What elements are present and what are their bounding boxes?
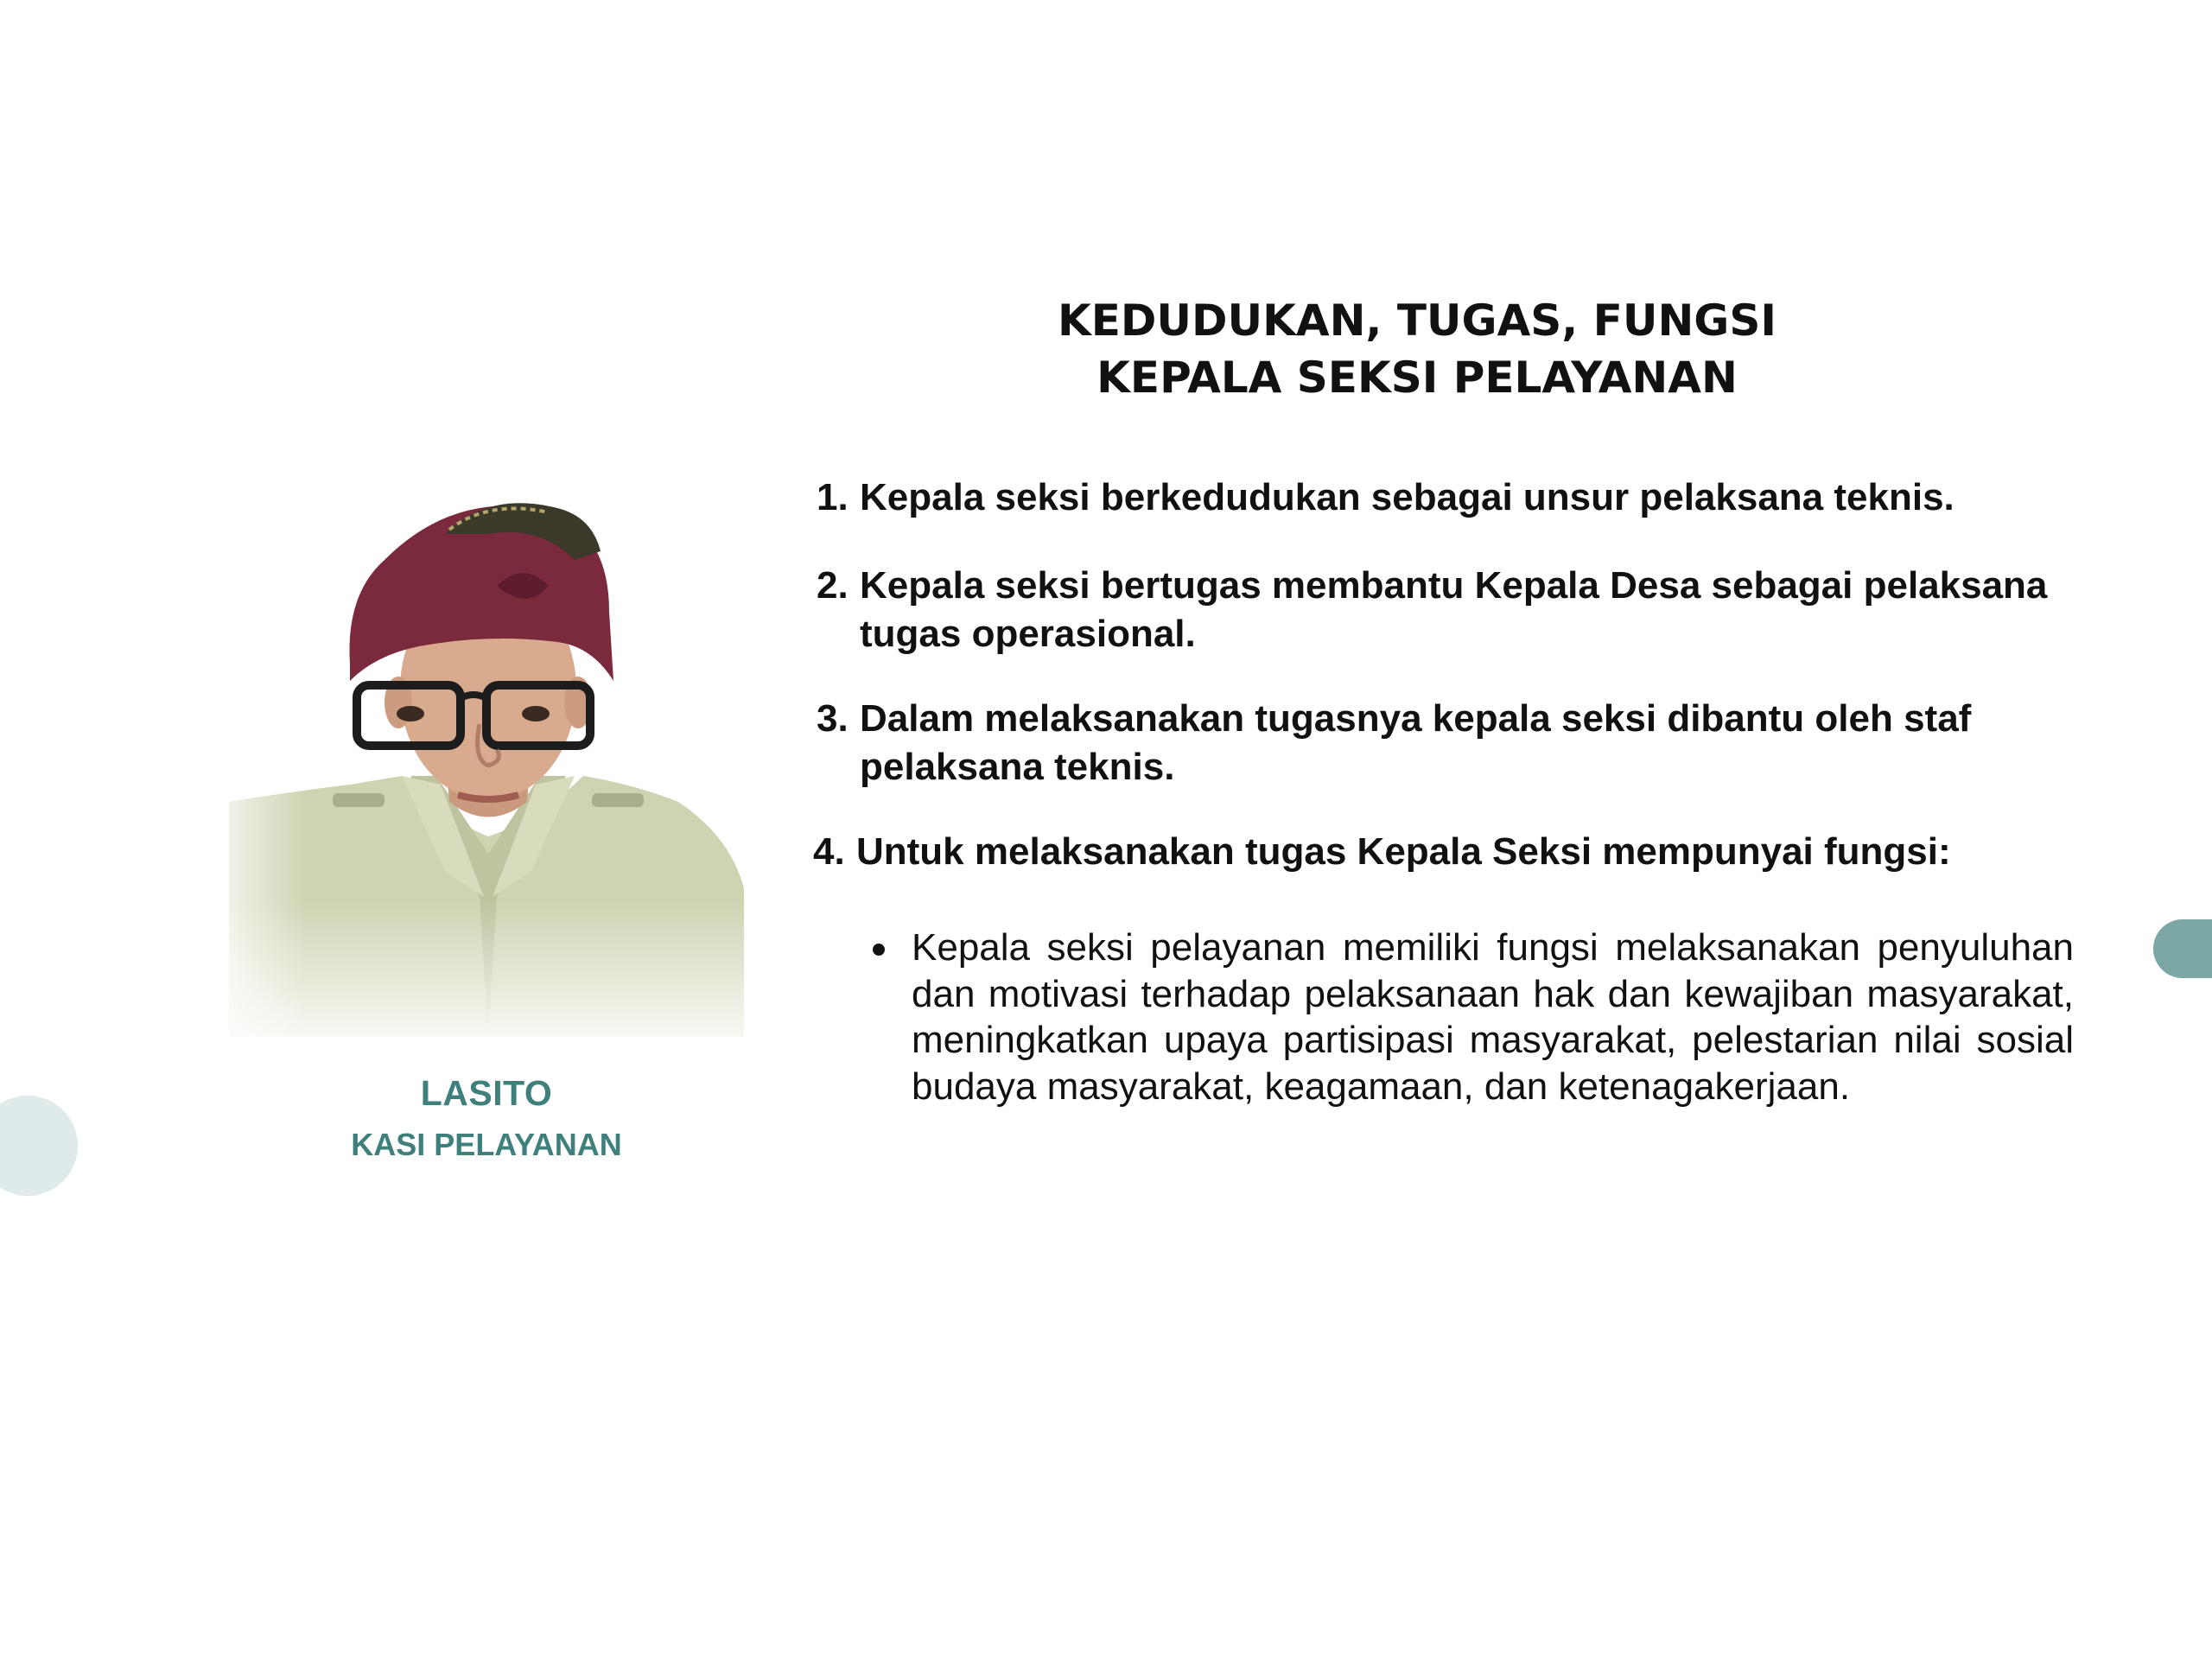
bullet-text: Kepala seksi pelayanan memiliki fungsi melaksanakan penyuluhan dan motivasi terhadap pelaksanaan hak dan kewajiban masyarakat, meningkatkan upaya partisipasi masyarakat, pelestarian nilai sosial budaya masyarakat, keagamaan, dan ketenagakerjaan.	[912, 926, 2074, 1108]
list-item-number: 2.	[817, 564, 849, 607]
page-title	[976, 292, 1858, 406]
list-item-text: Kepala seksi bertugas membantu Kepala Desa sebagai pelaksana	[860, 564, 2048, 607]
list-item-number: 4.	[813, 830, 845, 873]
person-role: KASI PELAYANAN	[351, 1127, 622, 1162]
bullet-dot-icon	[873, 944, 885, 956]
list-item	[817, 562, 2047, 658]
list-item-text-continued: tugas operasional.	[860, 613, 1196, 655]
title-line-2: KEPALA SEKSI PELAYANAN	[1096, 353, 1738, 403]
list-item	[817, 474, 1955, 522]
person-name: LASITO	[420, 1073, 553, 1113]
list-item-text: Kepala seksi berkedudukan sebagai unsur pelaksana teknis.	[860, 476, 1955, 518]
function-bullet	[873, 925, 2074, 1109]
list-item	[817, 695, 1971, 791]
decorative-circle-right	[2153, 919, 2212, 978]
decorative-circle-left	[0, 1096, 78, 1196]
person-photo	[229, 491, 744, 1037]
list-item-number: 1.	[817, 476, 849, 518]
list-item-text-continued: pelaksana teknis.	[860, 746, 1175, 788]
list-item-text: Untuk melaksanakan tugas Kepala Seksi mempunyai fungsi:	[856, 830, 1951, 873]
title-line-1: KEDUDUKAN, TUGAS, FUNGSI	[1058, 296, 1777, 346]
list-item-number: 3.	[817, 697, 849, 740]
list-item-text: Dalam melaksanakan tugasnya kepala seksi dibantu oleh staf	[860, 697, 1972, 740]
list-item	[813, 828, 1951, 876]
